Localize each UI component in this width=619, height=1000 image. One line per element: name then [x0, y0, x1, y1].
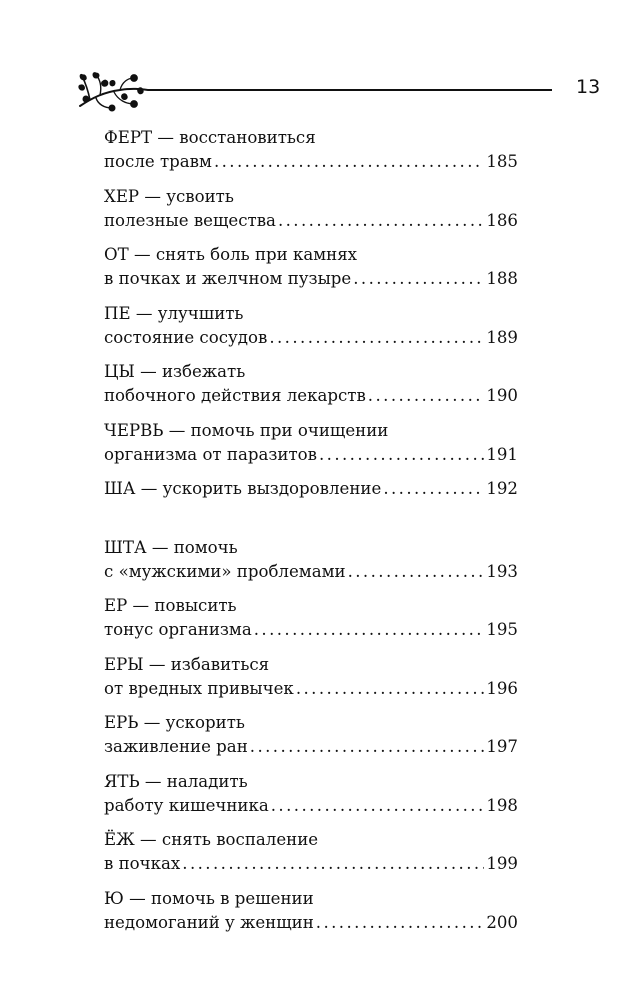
toc-page-number: 190 [486, 386, 518, 405]
toc-entry [104, 536, 518, 595]
page-header [76, 68, 601, 112]
toc-page-number: 199 [486, 854, 518, 873]
toc-entry-subtitle: тонус организма [104, 620, 252, 639]
toc-entry [104, 185, 518, 244]
toc-page-number: 193 [486, 561, 518, 581]
toc-entry-title: Ю — помочь в решении [104, 888, 314, 908]
toc-page-number: 185 [486, 152, 518, 171]
toc-entry-subtitle: с «мужскими» проблемами [104, 561, 346, 581]
dot-leader [250, 735, 485, 759]
toc-entry [104, 887, 518, 946]
toc-entry [104, 419, 518, 478]
toc-entry [104, 770, 518, 829]
toc-page-number: 195 [486, 620, 518, 639]
toc-entry-title: ОТ — снять боль при камнях [104, 245, 358, 264]
toc-entry-title: ШТА — помочь [104, 537, 238, 557]
toc-page-number: 200 [486, 912, 518, 932]
toc-entry-subtitle: недомоганий у женщин [104, 912, 314, 932]
dot-leader [319, 443, 484, 467]
header-rule [148, 89, 552, 91]
dot-leader [269, 326, 484, 350]
toc-page-number: 189 [486, 327, 518, 347]
dot-leader [254, 618, 485, 642]
toc-entry [104, 653, 518, 712]
toc-page-number: 198 [486, 795, 518, 815]
page-number: 13 [576, 76, 601, 98]
toc-entry-title: ЧЕРВЬ — помочь при очищении [104, 420, 389, 440]
toc-entry-title: ША — ускорить выздоровление [104, 479, 382, 498]
toc-entry-title: ЕРЬ — ускорить [104, 713, 245, 732]
toc-entry-subtitle: работу кишечника [104, 795, 269, 815]
dot-leader [296, 677, 485, 701]
toc-entry-title: ЯТЬ — наладить [104, 771, 248, 791]
toc-entry [104, 360, 518, 419]
toc-page-number: 191 [486, 444, 518, 464]
toc-entry [104, 243, 518, 302]
dot-leader [214, 150, 484, 174]
toc-entry-title: ПЕ — улучшить [104, 303, 244, 323]
dot-leader [182, 852, 484, 876]
toc-entry-subtitle: состояние сосудов [104, 327, 268, 347]
toc-entry-title: ЕРЫ — избавиться [104, 654, 270, 674]
table-of-contents [104, 126, 518, 945]
toc-entry [104, 828, 518, 887]
toc-entry-subtitle: побочного действия лекарств [104, 386, 366, 405]
toc-entry [104, 594, 518, 653]
dot-leader [383, 477, 484, 501]
toc-entry-title: ЁЖ — снять воспаление [104, 830, 319, 849]
toc-entry-title: ФЕРТ — восстановиться [104, 128, 316, 147]
toc-entry-title: ХЕР — усвоить [104, 186, 234, 206]
dot-leader [316, 911, 485, 935]
floral-ornament-icon [76, 68, 148, 112]
dot-leader [271, 794, 485, 818]
toc-page-number: 197 [486, 737, 518, 756]
toc-page-number: 188 [486, 269, 518, 288]
toc-entry-subtitle: в почках и желчном пузыре [104, 269, 352, 288]
toc-page-number: 186 [486, 210, 518, 230]
dot-leader [278, 209, 484, 233]
toc-page-number: 196 [486, 678, 518, 698]
toc-entry [104, 302, 518, 361]
toc-entry-title: ЕР — повысить [104, 596, 237, 615]
toc-entry [104, 126, 518, 185]
toc-entry-title: ЦЫ — избежать [104, 362, 246, 381]
dot-leader [353, 267, 484, 291]
toc-page-number: 192 [486, 479, 518, 498]
dot-leader [348, 560, 485, 584]
toc-entry-subtitle: полезные вещества [104, 210, 276, 230]
toc-entry-subtitle: после травм [104, 152, 212, 171]
toc-entry-subtitle: заживление ран [104, 737, 248, 756]
toc-entry [104, 477, 518, 536]
toc-entry-subtitle: от вредных привычек [104, 678, 294, 698]
toc-entry-subtitle: в почках [104, 854, 181, 873]
dot-leader [368, 384, 485, 408]
toc-entry-subtitle: организма от паразитов [104, 444, 317, 464]
toc-entry [104, 711, 518, 770]
